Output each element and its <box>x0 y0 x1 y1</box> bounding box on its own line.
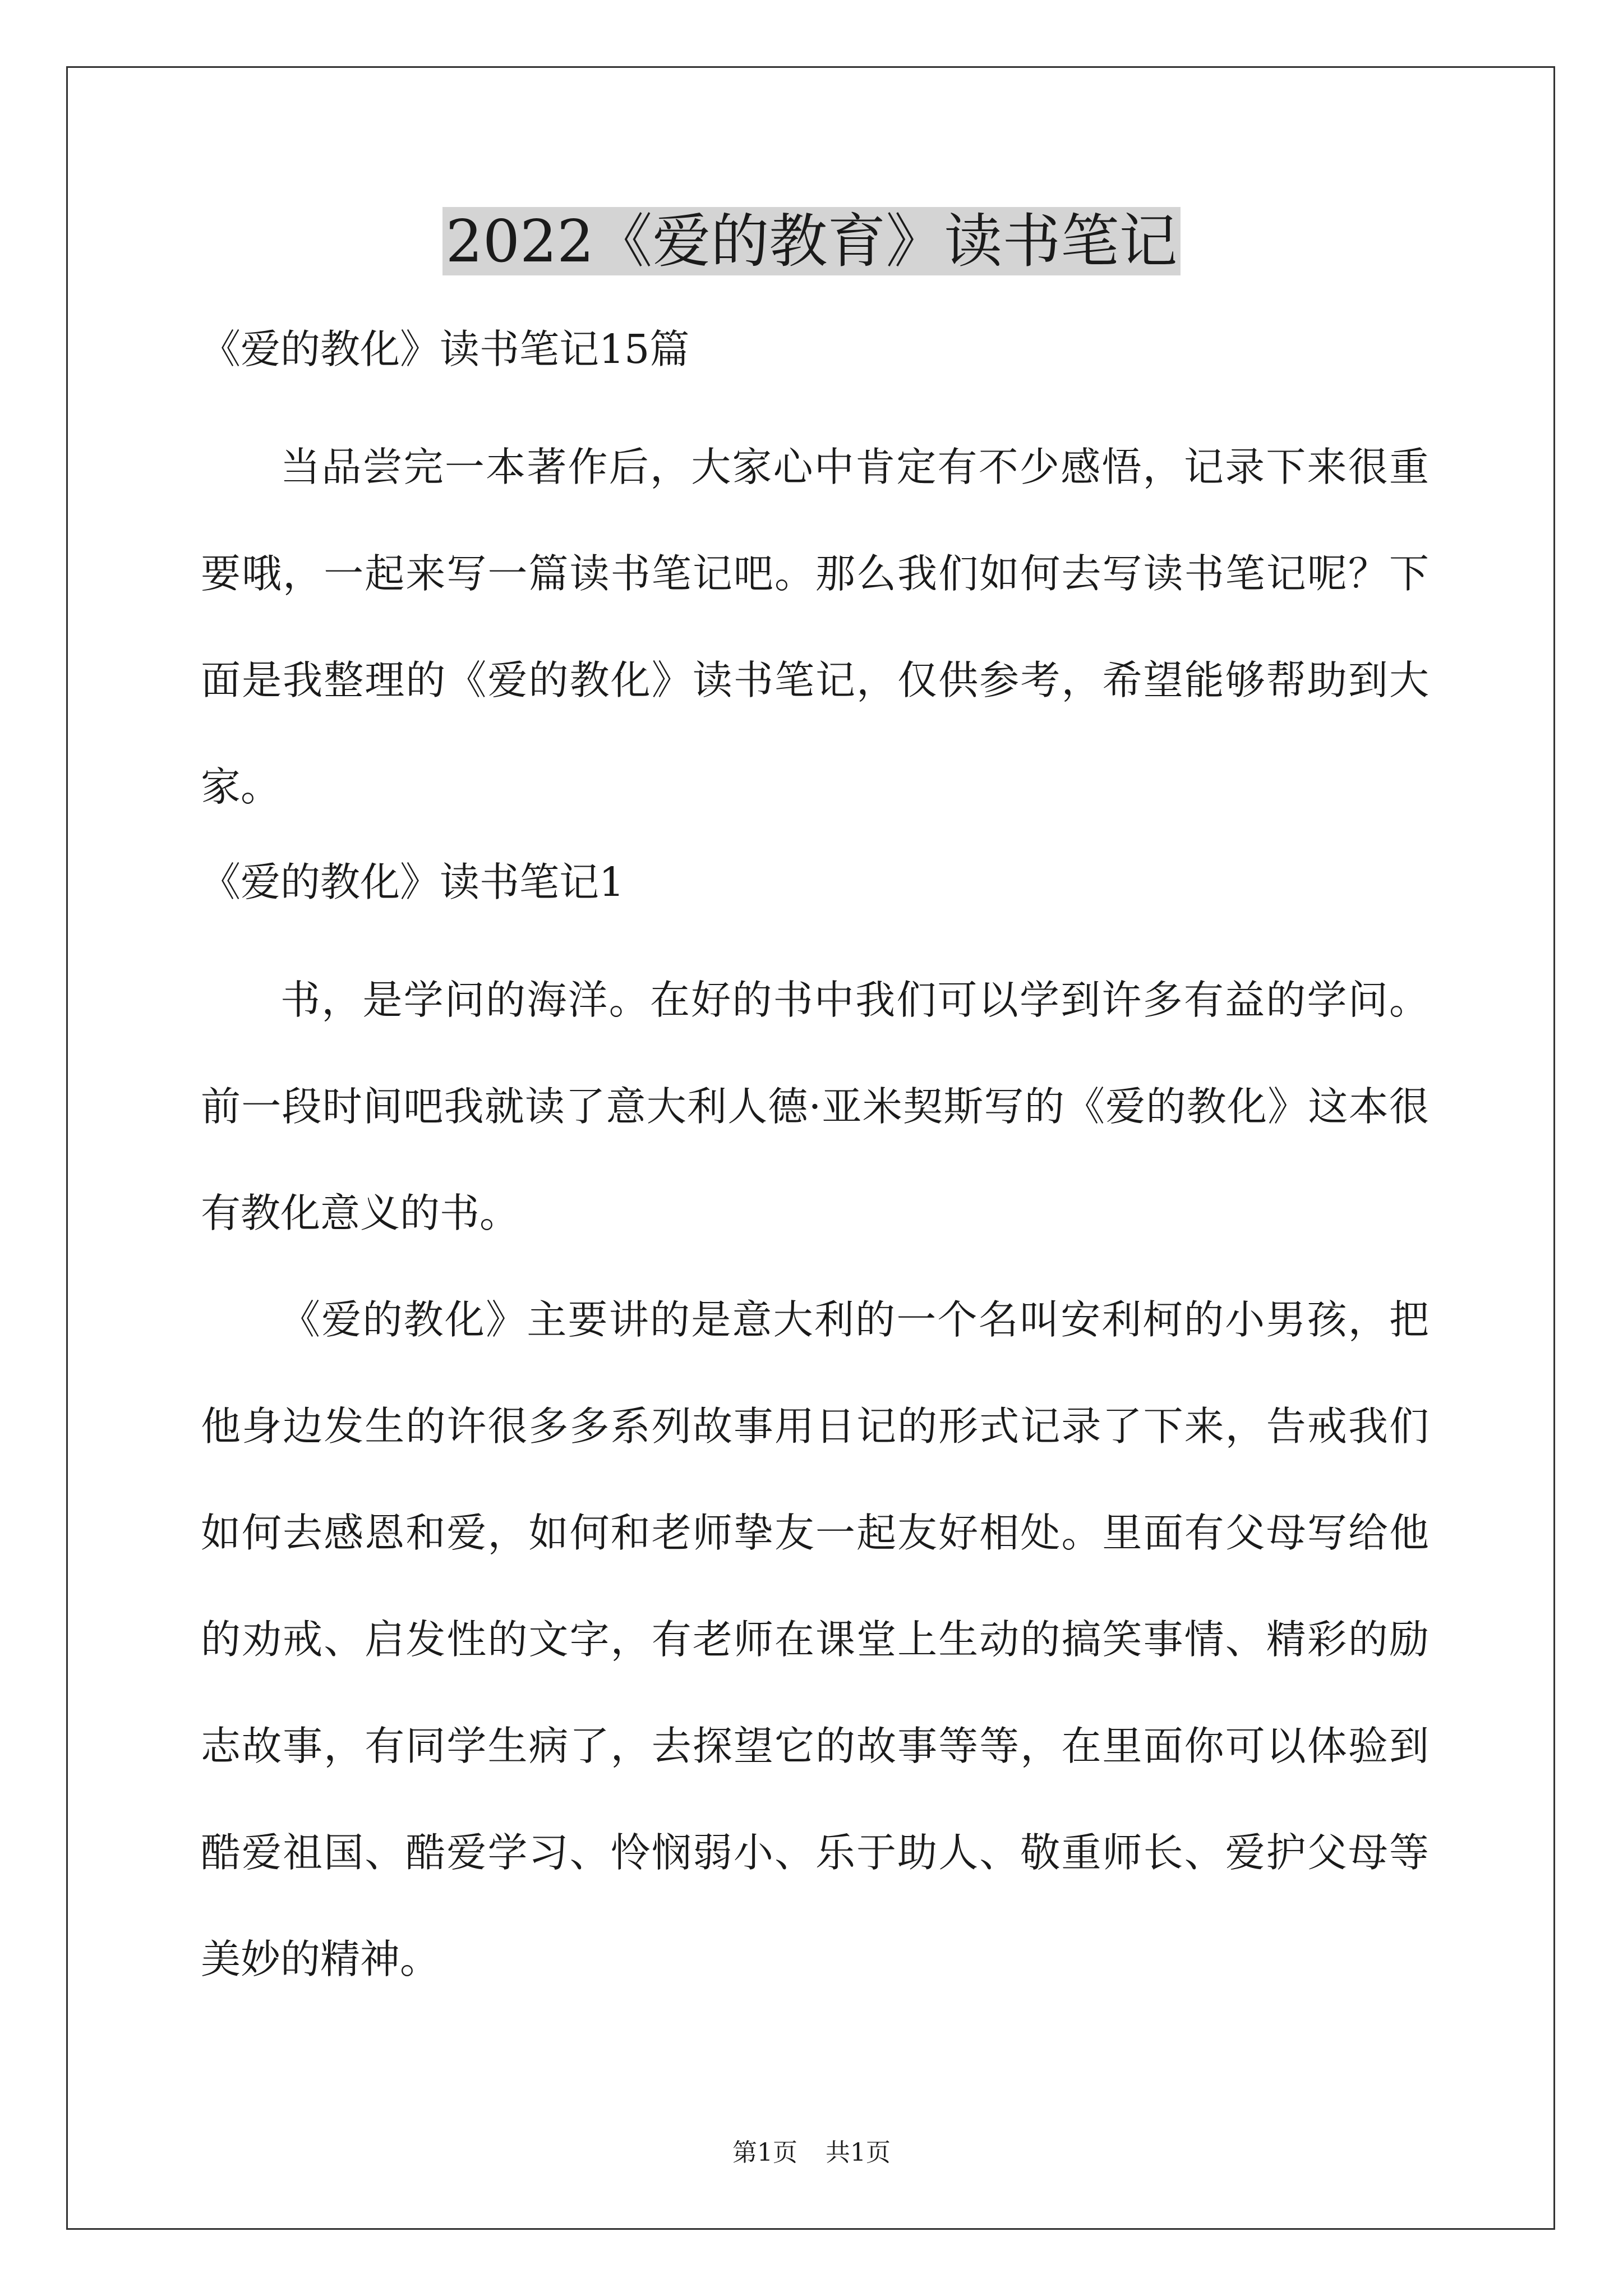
document-title-text: 2022《爱的教育》读书笔记 <box>442 207 1181 275</box>
body-paragraph-1: 书，是学问的海洋。在好的书中我们可以学到许多有益的学问。前一段时间吧我就读了意大利人德·亚米契斯写的《爱的教化》这本很有教化意义的书。 <box>201 977 1429 1236</box>
body-paragraph-2: 《爱的教化》主要讲的是意大利的一个名叫安利柯的小男孩，把他身边发生的许很多多系列故事用日记的形式记录了下来，告戒我们如何去感恩和爱，如何和老师挚友一起友好相处。里面有父母写给他的劝戒、启发性的文字，有老师在课堂上生动的搞笑事情、精彩的励志故事，有同学生病了，去探望它的故事等等，在里面你可以体验到酷爱祖国、酷爱学习、怜悯弱小、乐于助人、敬重师长、爱护父母等美妙的精神。 <box>201 1296 1429 1982</box>
page-footer <box>0 2136 1623 2170</box>
section-heading: 《爱的教化》读书笔记1 <box>201 859 625 905</box>
intro-paragraph: 当品尝完一本著作后，大家心中肯定有不少感悟，记录下来很重要哦，一起来写一篇读书笔记吧。那么我们如何去写读书笔记呢？下面是我整理的《爱的教化》读书笔记，仅供参考，希望能够帮助到大家。 <box>201 444 1429 810</box>
document-title <box>0 205 1623 278</box>
page-total: 共1页 <box>826 2138 891 2167</box>
page-number: 第1页 <box>732 2138 797 2167</box>
subtitle-heading: 《爱的教化》读书笔记15篇 <box>201 326 690 372</box>
document-body <box>201 307 1429 2013</box>
